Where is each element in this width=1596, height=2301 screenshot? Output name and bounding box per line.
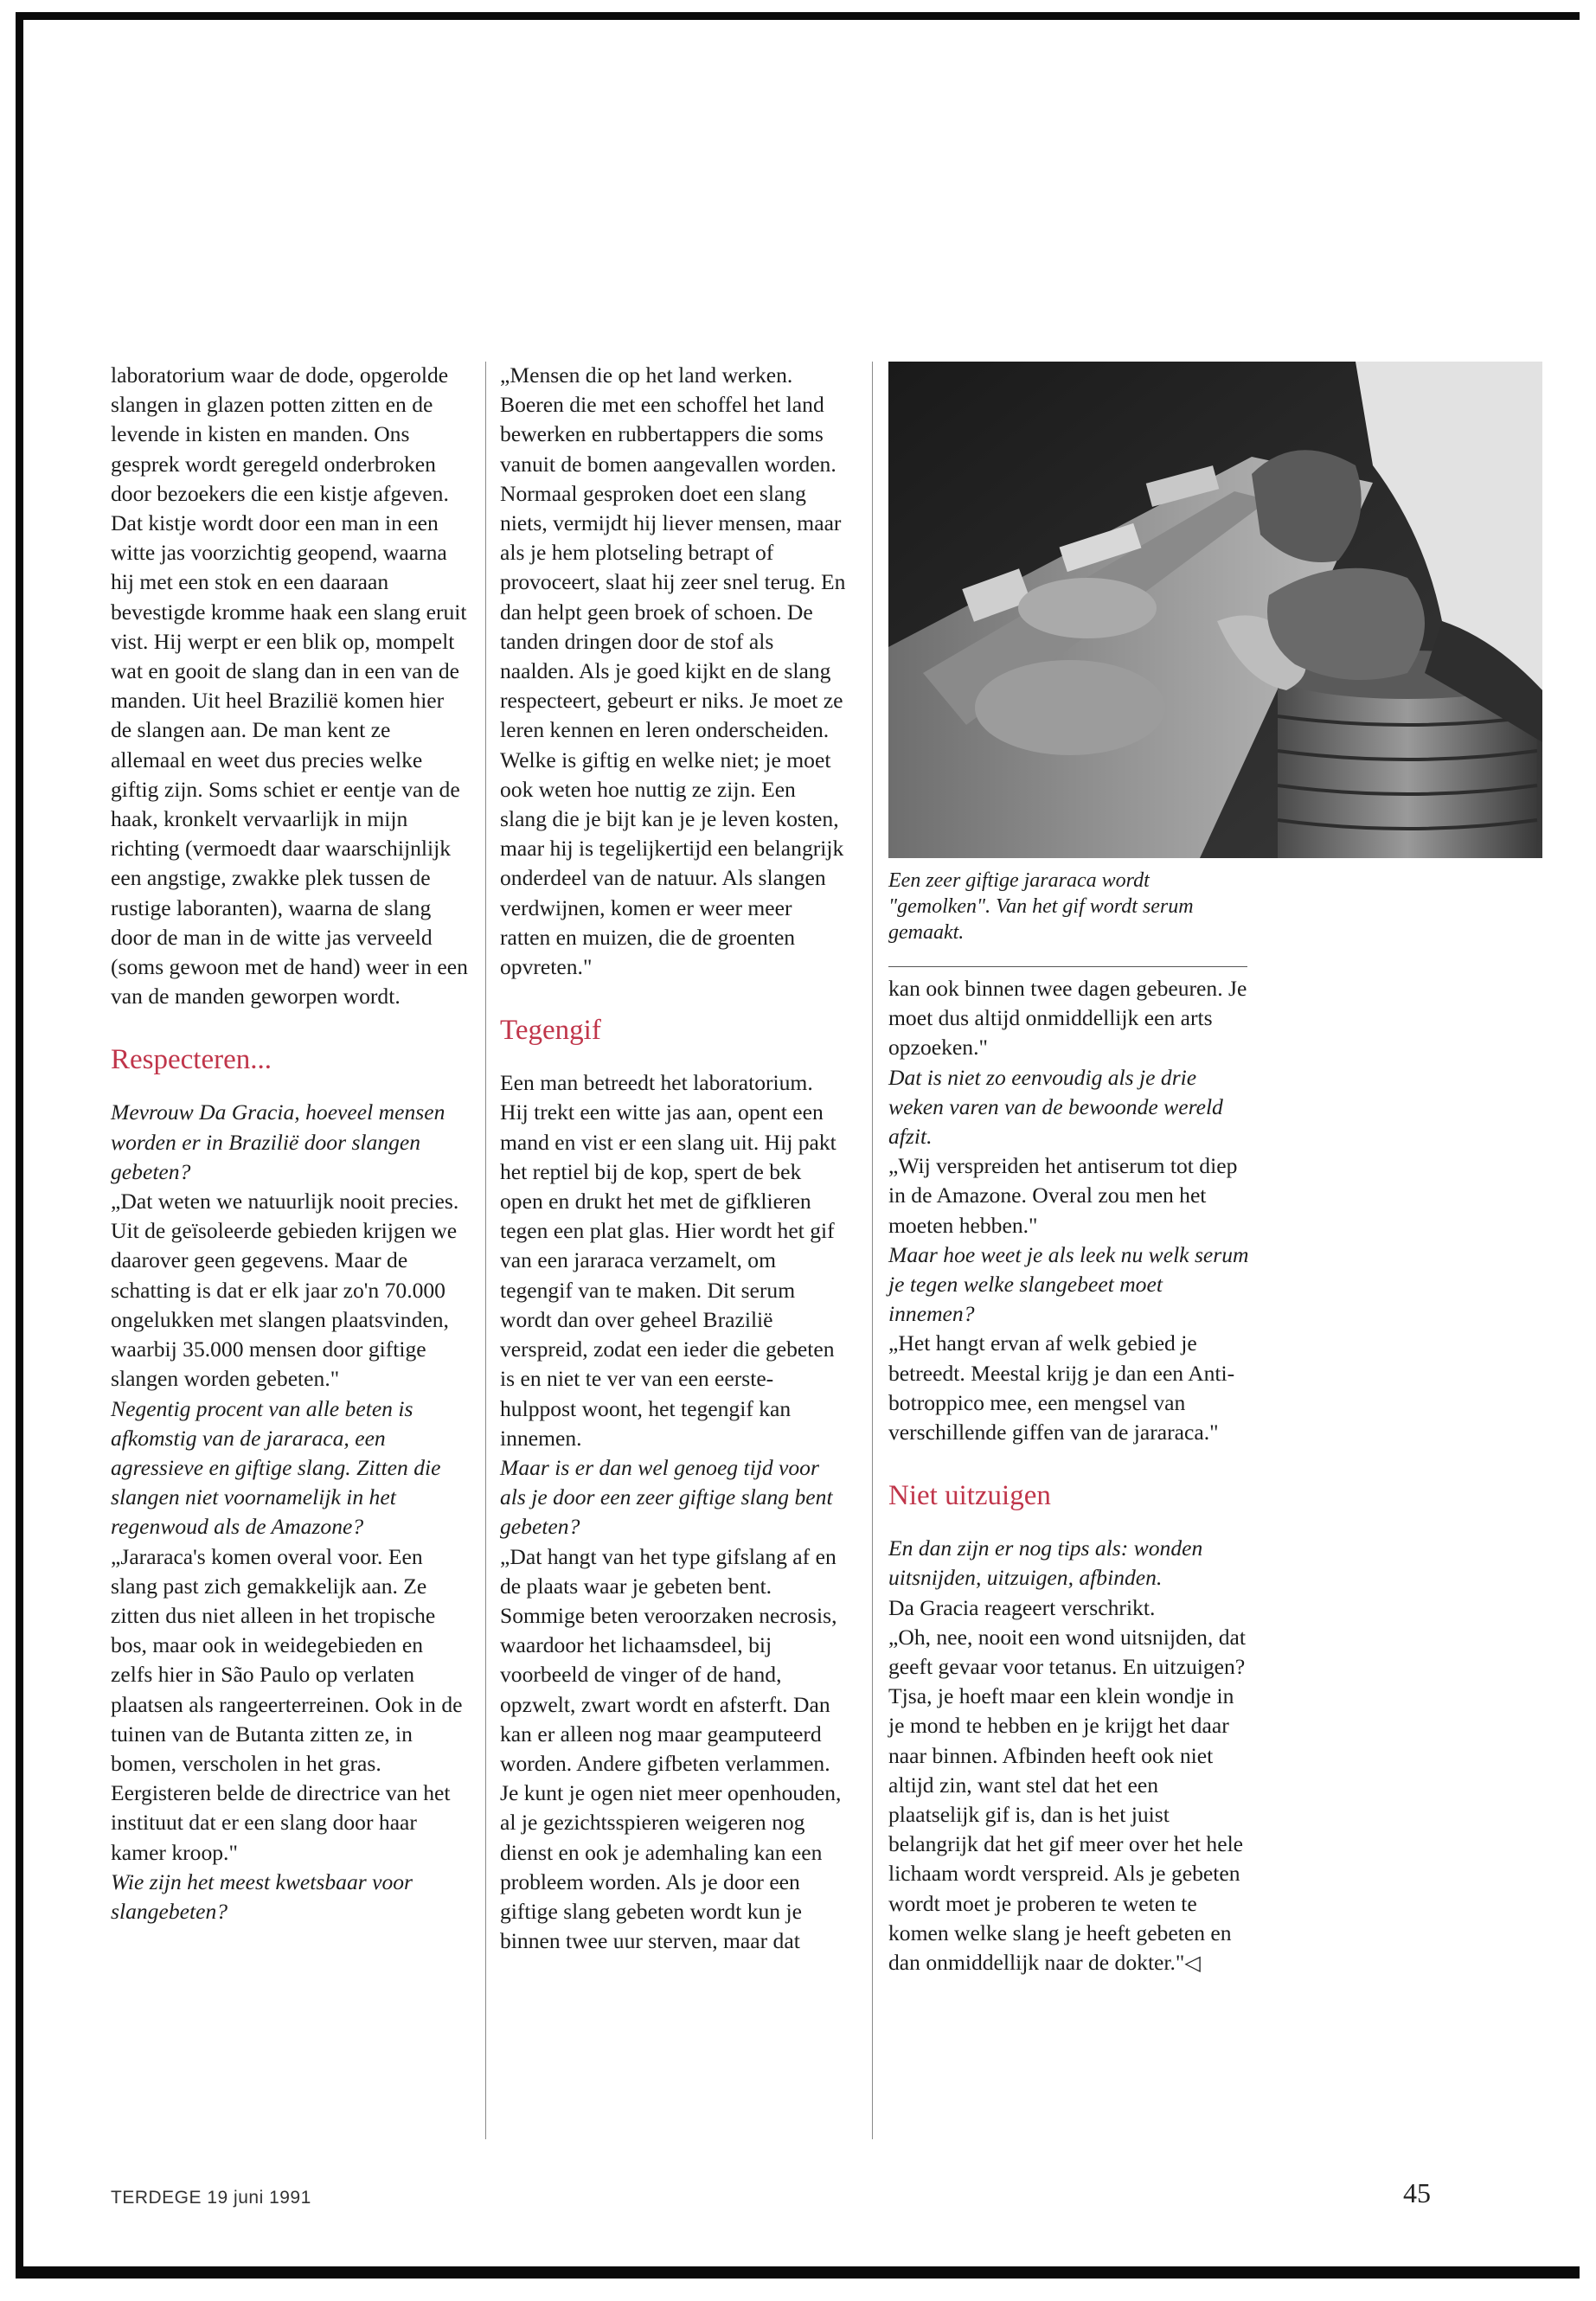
end-mark-icon: ◁: [1184, 1952, 1201, 1976]
body-paragraph: laboratorium waar de dode, opgerolde slangen in glazen potten zitten en de levende in kisten en manden. Ons gesprek wordt geregeld onderbroken door bezoekers die een kistje afgeven. Dat kistje wordt door een man in een witte jas voorzichtig geopend, waarna hij met een stok en een daaraan bevestigde kromme haak een slang eruit vist. Hij werpt er een blik op, mompelt wat en gooit de slang dan in een van de manden. Uit heel Brazilië komen hier de slangen aan. De man kent ze allemaal en weet dus precies welke giftig zijn. Soms schiet er eentje van de haak, kronkelt vervaarlijk in mijn richting (vermoedt daar waarschijnlijk een angstige, zwakke plek tussen de rustige laboranten), waarna de slang door de man in de witte jas verveeld (soms gewoon met de hand) weer in een van de manden geworpen wordt.: [111, 362, 468, 1009]
article-column-1: [111, 361, 469, 1926]
photo-snake-milking: [888, 362, 1542, 858]
page-number: 45: [1403, 2177, 1431, 2208]
article-column-3: [888, 974, 1252, 1978]
interview-answer: „Mensen die op het land werken. Boeren die met een schoffel het land bewerken en rubbertappers die soms vanuit de bomen aangevallen worden. Normaal gesproken doet een slang niets, vermijdt hij liever mensen, maar als je hem plotseling betrapt of provoceert, slaat hij zeer snel terug. En dan helpt geen broek of schoen. De tanden dringen door de stof als naalden. Als je goed kijkt en de slang respecteert, gebeurt er niks. Je moet ze leren kennen en leren onderscheiden. Welke is giftig en welke niet; je moet ook weten hoe nuttig ze zijn. Een slang die je bijt kan je je leven kosten, maar hij is tegelijkertijd een belangrijk onderdeel van de natuur. Als slangen verdwijnen, komen er weer meer ratten en muizen, die de groenten opvreten.": [500, 362, 846, 980]
interview-question: Maar is er dan wel genoeg tijd voor als je door een zeer giftige slang bent gebeten?: [500, 1454, 833, 1540]
interview-answer: „Jararaca's komen overal voor. Een slang past zich gemakkelijk aan. Ze zitten dus niet alleen in het tropische bos, maar ook in weidegebieden en zelfs hier in São Paulo op verlaten plaatsen als rangeerterreinen. Ook in de tuinen van de Butanta zitten ze, in bomen, verscholen in het gras. Eergisteren belde de directrice van het instituut dat er een slang door haar kamer kroop.": [111, 1543, 463, 1865]
final-answer-text: „Oh, nee, nooit een wond uitsnijden, dat geeft gevaar voor tetanus. En uitzuigen? Tjsa, je hoeft maar een klein wondje in je mond te hebben en je krijgt het daar naar binnen. Afbinden heeft ook niet altijd zin, want stel dat het een plaatselijk gif is, dan is het juist belangrijk dat het gif meer over het hele lichaam wordt verspreid. Als je gebeten wordt moet je proberen te weten te komen welke slang je heeft gebeten en dan onmiddellijk naar de dokter.": [888, 1624, 1246, 1976]
body-paragraph: Een man betreedt het laboratorium. Hij trekt een witte jas aan, opent een mand en vist er een slang uit. Hij pakt het reptiel bij de kop, spert de bek open en drukt het met de gifklieren tegen een plat glas. Hier wordt het gif van een jararaca verzamelt, om tegengif van te maken. Dit serum wordt dan over geheel Brazilië verspreid, zodat een ieder die gebeten is en niet te ver van een eerste-hulppost woont, het tegengif kan innemen.: [500, 1070, 836, 1451]
interview-question: Dat is niet zo eenvoudig als je drie weken varen van de bewoonde wereld afzit.: [888, 1064, 1223, 1150]
body-paragraph: Da Gracia reageert verschrikt.: [888, 1594, 1156, 1620]
interview-question: En dan zijn er nog tips als: wonden uitsnijden, uitzuigen, afbinden.: [888, 1535, 1203, 1591]
photo-image: [888, 362, 1542, 858]
caption-rule: [888, 966, 1247, 967]
publication-footer: TERDEGE 19 juni 1991: [111, 2188, 311, 2208]
interview-answer: „Dat weten we natuurlijk nooit precies. Uit de geïsoleerde gebieden krijgen we daarover geen gegevens. Maar de schatting is dat er elk jaar zo'n 70.000 ongelukken met slangen plaatsvinden, waarbij 35.000 mensen door giftige slangen worden gebeten.": [111, 1189, 459, 1392]
interview-question: Mevrouw Da Gracia, hoeveel mensen worden er in Brazilië door slangen gebeten?: [111, 1099, 445, 1184]
interview-question: Wie zijn het meest kwetsbaar voor slangebeten?: [111, 1868, 413, 1924]
photo-caption: Een zeer giftige jararaca wordt "gemolken". Van het gif wordt serum gemaakt.: [888, 869, 1194, 944]
interview-answer: kan ook binnen twee dagen gebeuren. Je moet dus altijd onmiddellijk een arts opzoeken.": [888, 976, 1247, 1061]
section-heading-tegengif: Tegengif: [500, 1015, 601, 1047]
interview-answer: „Het hangt ervan af welk gebied je betreedt. Meestal krijg je dan een Anti-botroppico mee, een mengsel van verschillende giffen van de jararaca.": [888, 1330, 1235, 1445]
section-heading-niet-uitzuigen: Niet uitzuigen: [888, 1480, 1051, 1512]
interview-answer: „Wij verspreiden het antiserum tot diep in de Amazone. Overal zou men het moeten hebben.": [888, 1153, 1238, 1238]
section-heading-respecteren: Respecteren...: [111, 1044, 272, 1076]
column-divider: [872, 362, 873, 2139]
interview-question: Maar hoe weet je als leek nu welk serum je tegen welke slangebeet moet innemen?: [888, 1241, 1249, 1327]
interview-answer: „Dat hangt van het type gifslang af en de plaats waar je gebeten bent. Sommige beten veroorzaken necrosis, waardoor het lichaamsdeel, bij voorbeeld de vinger of de hand, opzwelt, zwart wordt en afsterft. Dan kan er alleen nog maar geamputeerd worden. Andere gifbeten verlammen. Je kunt je ogen niet meer openhouden, al je gezichtsspieren weigeren nog dienst en ook je ademhaling kan een probleem worden. Als je door een giftige slang gebeten wordt kun je binnen twee uur sterven, maar dat: [500, 1543, 842, 1954]
article-column-2: [500, 361, 846, 1956]
column-divider: [485, 362, 486, 2139]
interview-question: Negentig procent van alle beten is afkomstig van de jararaca, een agressieve en giftige slang. Zitten die slangen niet voornamelijk in het regenwoud als de Amazone?: [111, 1395, 441, 1540]
interview-answer: [888, 1623, 1252, 1978]
